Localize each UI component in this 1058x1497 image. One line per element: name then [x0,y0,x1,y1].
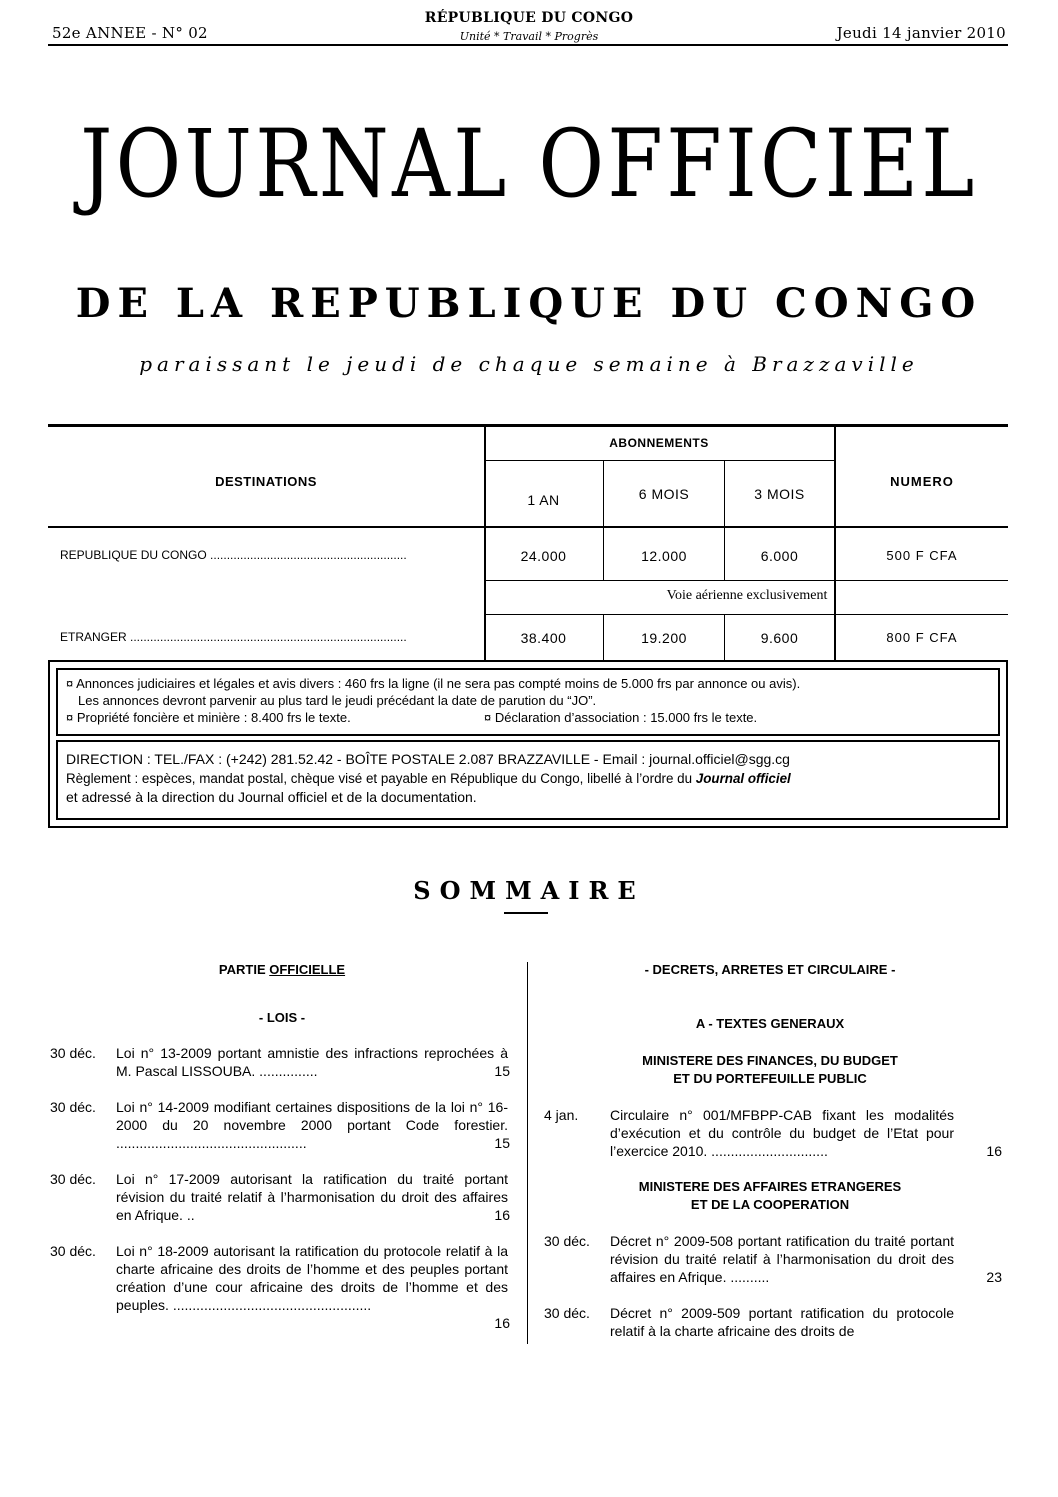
price-congo-numero: 500 F CFA [886,548,958,563]
entry-page: 15 [494,1135,510,1151]
notice-deadline: Les annonces devront parvenir au plus tard le jeudi précédant la date de parution du “JO”. [78,693,597,708]
price-etranger-1an: 38.400 [520,630,567,646]
sommaire-entry[interactable] [544,1232,1004,1290]
entry-date: 30 déc. [544,1233,590,1249]
entry-page: 15 [494,1063,510,1079]
price-etranger-6mois: 19.200 [641,630,687,646]
ministere-ae-line2: ET DE LA COOPERATION [690,1197,850,1212]
issue-date: Jeudi 14 janvier 2010 [836,24,1006,42]
col-abonnements: ABONNEMENTS [609,436,709,450]
country-name: RÉPUBLIQUE DU CONGO [424,10,634,26]
col-destinations: DESTINATIONS [215,474,317,489]
national-motto: Unité * Travail * Progrès [459,30,599,43]
column-divider [527,962,528,1344]
price-etranger-numero: 800 F CFA [886,630,958,645]
entry-date: 30 déc. [50,1171,96,1187]
journal-tagline: paraissant le jeudi de chaque semaine à Brazzaville [139,352,919,376]
entry-text: Décret n° 2009-509 portant ratification du protocole relatif à la charte africaine des droits de [610,1305,954,1339]
entry-text: Décret n° 2009-508 portant ratification du traité portant révision du traité relatif à l’harmonisation du droit des affaires en Afrique. .......... [610,1233,954,1285]
info-boxes [48,660,1008,828]
sommaire-entry[interactable] [50,1044,512,1084]
entry-text: Loi n° 14-2009 modifiant certaines dispositions de la loi n° 16-2000 du 20 novembre 2000 portant Code forestier. ................................................. [116,1099,508,1151]
sommaire-entry[interactable] [50,1098,512,1156]
notice-association: ¤ Déclaration d’association : 15.000 frs le texte. [484,710,758,725]
col-1-an: 1 AN [527,492,560,508]
officielle-label: OFFICIELLE [269,962,346,977]
lois-heading: - LOIS - [258,1010,306,1025]
sommaire-entry[interactable] [50,1170,512,1228]
subscription-table [48,424,1008,660]
sommaire-entry[interactable] [544,1304,1004,1344]
ministere-finances-line2: ET DU PORTEFEUILLE PUBLIC [673,1071,867,1086]
col-3-mois: 3 MOIS [754,486,805,502]
col-6-mois: 6 MOIS [638,486,690,502]
col-numero: NUMERO [890,474,954,489]
entry-text: Loi n° 17-2009 autorisant la ratification du traité portant révision du traité relatif à l’harmonisation du droit des affaires en Afrique. .. [116,1171,508,1223]
partie-officielle-heading [52,962,512,977]
sommaire-underline [504,912,548,914]
reglement-text: Règlement : espèces, mandat postal, chèque visé et payable en République du Congo, libellé à l’ordre du [66,771,696,786]
direction-box [56,740,1000,820]
entry-text: Loi n° 18-2009 autorisant la ratification du protocole relatif à la charte africaine des droits de l’homme et des peuples portant création d’une cour africaine des droits de l’homme et des peuples. ................................................... [116,1243,508,1313]
entry-page: 16 [986,1143,1002,1159]
entry-date: 30 déc. [50,1099,96,1115]
header-divider [48,44,1008,46]
journal-title: JOURNAL OFFICIEL [80,110,978,219]
price-congo-3mois: 6.000 [760,548,799,564]
entry-date: 4 jan. [544,1107,579,1123]
issue-number: 52e ANNEE - N° 02 [52,24,208,42]
entry-date: 30 déc. [544,1305,590,1321]
air-mail-note: Voie aérienne exclusivement [666,588,828,603]
notices-box [56,668,1000,736]
notice-annonces: ¤ Annonces judiciaires et légales et avis divers : 460 frs la ligne (il ne sera pas compté moins de 5.000 frs par annonce ou avis). [66,676,801,691]
dest-etranger: ETRANGER ................................................................................... [60,630,407,644]
entry-page: 16 [494,1207,510,1223]
sommaire-title: SOMMAIRE [413,876,645,905]
ministere-affaires-etrangeres-heading [540,1178,1000,1214]
entry-page: 23 [986,1269,1002,1285]
textes-generaux-heading: A - TEXTES GENERAUX [695,1016,845,1031]
ministere-finances-heading [540,1052,1000,1088]
entry-text: Loi n° 13-2009 portant amnistie des infractions reprochées à M. Pascal LISSOUBA. ............... [116,1045,508,1079]
entry-page: 16 [494,1315,510,1331]
decrets-heading: - DECRETS, ARRETES ET CIRCULAIRE - [644,962,896,977]
entry-text: Circulaire n° 001/MFBPP-CAB fixant les modalités d’exécution et du contrôle du budget de l’Etat pour l’exercice 2010. .............................. [610,1107,954,1159]
direction-address: et adressé à la direction du Journal officiel et de la documentation. [66,789,477,805]
reglement-journal: Journal officiel [695,771,791,786]
sommaire-entry[interactable] [544,1106,1004,1164]
ministere-ae-line1: MINISTERE DES AFFAIRES ETRANGERES [638,1179,902,1194]
price-congo-1an: 24.000 [520,548,567,564]
notice-propriete: ¤ Propriété foncière et minière : 8.400 frs le texte. [66,710,351,725]
ministere-finances-line1: MINISTERE DES FINANCES, DU BUDGET [642,1053,898,1068]
sommaire-entry[interactable] [50,1242,512,1336]
partie-label: PARTIE [218,962,270,977]
direction-contact: DIRECTION : TEL./FAX : (+242) 281.52.42 - BOÎTE POSTALE 2.087 BRAZZAVILLE - Email : journal.officiel@sgg.cg [66,751,790,767]
journal-subtitle: DE LA REPUBLIQUE DU CONGO [75,280,983,327]
direction-reglement [66,769,990,788]
entry-date: 30 déc. [50,1243,96,1259]
price-congo-6mois: 12.000 [641,548,687,564]
price-etranger-3mois: 9.600 [760,630,799,646]
entry-date: 30 déc. [50,1045,96,1061]
dest-congo: REPUBLIQUE DU CONGO ........................................................... [60,548,407,562]
